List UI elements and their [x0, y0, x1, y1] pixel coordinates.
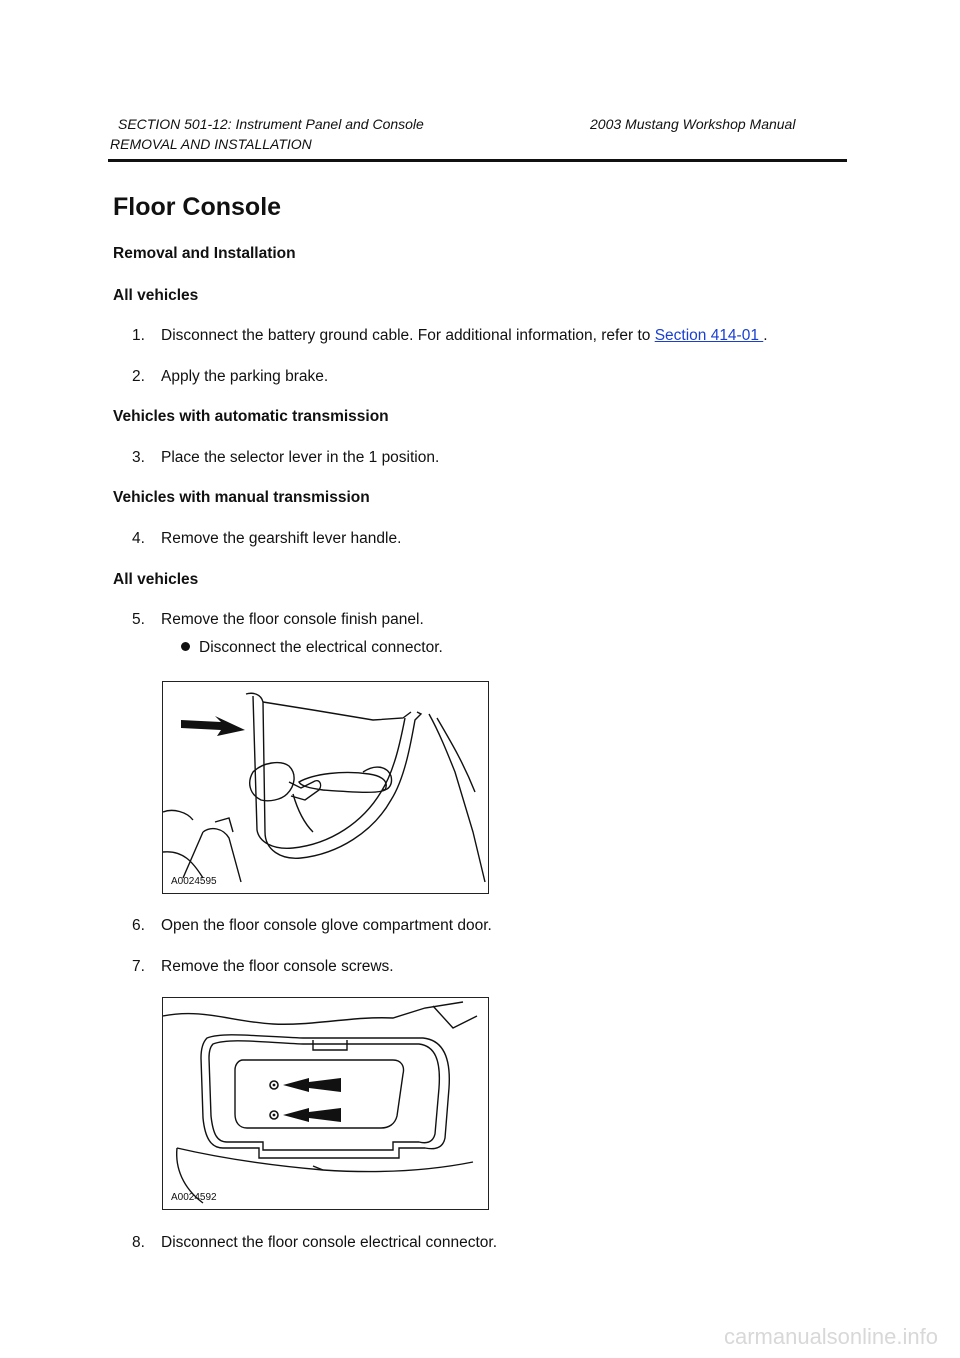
step-number: 8.: [132, 1234, 145, 1251]
arrow-icon: [283, 1108, 341, 1122]
step-number: 3.: [132, 449, 145, 466]
figure-label: A0024595: [171, 876, 217, 887]
step-text: Apply the parking brake.: [161, 368, 329, 385]
watermark: carmanualsonline.info: [723, 1324, 938, 1349]
step-number: 2.: [132, 368, 145, 385]
step-number: 6.: [132, 917, 145, 934]
figure-finish-panel: [162, 681, 489, 894]
bullet-dot-icon: [181, 642, 190, 651]
step-text: Remove the floor console screws.: [161, 958, 394, 975]
bullet-text: Disconnect the electrical connector.: [199, 639, 443, 656]
step-text: Disconnect the battery ground cable. For additional information, refer to: [161, 327, 655, 344]
step-number: 4.: [132, 530, 145, 547]
heading-all-vehicles-2: All vehicles: [113, 571, 199, 588]
header-rule: [108, 159, 847, 162]
step-1: [132, 327, 768, 345]
step-number: 1.: [132, 327, 145, 344]
step-text: Disconnect the floor console electrical connector.: [161, 1234, 498, 1251]
bullet-item: [181, 639, 443, 657]
heading-removal: Removal and Installation: [113, 245, 296, 262]
step-text: Remove the floor console finish panel.: [161, 611, 424, 628]
page-title: Floor Console: [113, 193, 282, 221]
section-414-01-link[interactable]: Section 414-01: [654, 327, 764, 344]
figure-label: A0024592: [171, 1192, 217, 1203]
figure-console-screws: [162, 997, 489, 1210]
step-number: 7.: [132, 958, 145, 975]
heading-all-vehicles: All vehicles: [113, 287, 199, 304]
header-section: SECTION 501-12: Instrument Panel and Console: [118, 116, 424, 132]
step-text-end: .: [763, 327, 768, 344]
step-2: [132, 368, 328, 386]
step-6: [132, 917, 492, 935]
step-7: [132, 958, 394, 976]
step-4: [132, 530, 401, 548]
arrow-icon: [181, 716, 245, 736]
step-text: Open the floor console glove compartment door.: [161, 917, 492, 934]
step-number: 5.: [132, 611, 145, 628]
header-subsection: REMOVAL AND INSTALLATION: [110, 136, 312, 152]
arrow-icon: [283, 1078, 341, 1092]
step-8: [132, 1234, 497, 1252]
step-3: [132, 449, 439, 467]
step-5: [132, 611, 424, 629]
console-screws-illustration: [163, 998, 488, 1209]
step-text: Remove the gearshift lever handle.: [161, 530, 402, 547]
header-manual-title: 2003 Mustang Workshop Manual: [590, 116, 796, 132]
finish-panel-illustration: [163, 682, 488, 893]
heading-manual-transmission: Vehicles with manual transmission: [113, 489, 370, 506]
step-text: Place the selector lever in the 1 position.: [161, 449, 440, 466]
heading-automatic-transmission: Vehicles with automatic transmission: [113, 408, 389, 425]
